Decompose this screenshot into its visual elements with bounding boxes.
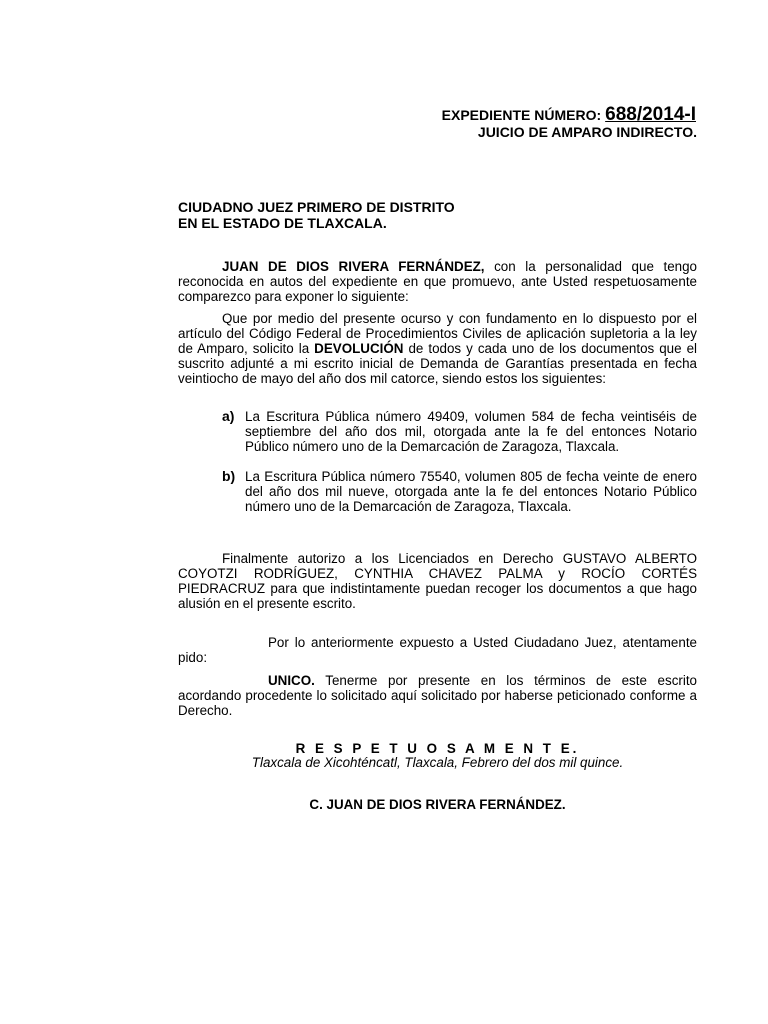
juicio-type: JUICIO DE AMPARO INDIRECTO. [477,124,697,140]
document-item-a [222,409,697,454]
authorization-text: Finalmente autorizo a los Licenciados en Derecho GUSTAVO ALBERTO COYOTZI RODRÍGUEZ, CYNTHIA CHAVEZ PALMA y ROCÍO CORTÉS PIEDRACRUZ para que indistintamente puedan recoger los documentos a que hago alusión en el presente escrito. [178,551,697,611]
addressee-line-2: EN EL ESTADO DE TLAXCALA. [178,215,387,231]
document-item-b [222,469,697,514]
closing-text: Por lo anteriormente expuesto a Usted Ciudadano Juez, atentamente pido: [178,635,697,665]
intro-text: con la personalidad que tengo reconocida en autos del expediente en que promuevo, ante Usted respetuosamente comparezco para exponer lo siguiente: [178,259,697,304]
addressee [178,199,455,231]
closing-paragraph [178,635,697,665]
unico-text: Tenerme por presente en los términos de este escrito acordando procedente lo solicitado aquí solicitado por haberse peticionado conforme a Derecho. [178,673,697,718]
place-date: Tlaxcala de Xicohténcatl, Tlaxcala, Febrero del dos mil quince. [251,755,624,770]
intro-paragraph [178,259,697,304]
request-text-before: Que por medio del presente ocurso y con fundamento en lo dispuesto por el artículo del Código Federal de Procedimientos Civiles de aplicación supletoria a la ley de Amparo, solicito la [178,311,697,356]
expediente-line [442,104,696,126]
authorization-paragraph [178,551,697,611]
unico-paragraph [178,673,697,718]
addressee-line-1: CIUDADNO JUEZ PRIMERO DE DISTRITO [178,199,455,215]
request-bold: DEVOLUCIÓN [314,341,404,356]
request-paragraph [178,311,697,386]
signature-name: C. JUAN DE DIOS RIVERA FERNÁNDEZ. [309,797,566,812]
document-marker-b: b) [222,468,236,484]
document-marker-a: a) [222,408,235,424]
unico-label: UNICO. [268,673,315,688]
document-text-b: La Escritura Pública número 75540, volumen 805 de fecha veinte de enero del año dos mil nueve, otorgada ante la fe del entonces Notario Público número uno de la Demarcación de Zaragoza, Tlaxcala. [245,469,697,514]
expediente-number: 688/2014-I [605,104,696,125]
document-text-a: La Escritura Pública número 49409, volumen 584 de fecha veintiséis de septiembre del año dos mil, otorgada ante la fe del entonces Notario Público número uno de la Demarcación de Zaragoza, Tlaxcala. [245,409,697,454]
expediente-label: EXPEDIENTE NÚMERO: [441,107,602,123]
petitioner-name: JUAN DE DIOS RIVERA FERNÁNDEZ, [222,259,485,274]
respectfully-heading: R E S P E T U O S A M E N T E. [295,741,580,756]
request-text-after: de todos y cada uno de los documentos que el suscrito adjunté a mi escrito inicial de Demanda de Garantías presentada en fecha veintiocho de mayo del año dos mil catorce, siendo estos los siguientes: [178,341,698,386]
